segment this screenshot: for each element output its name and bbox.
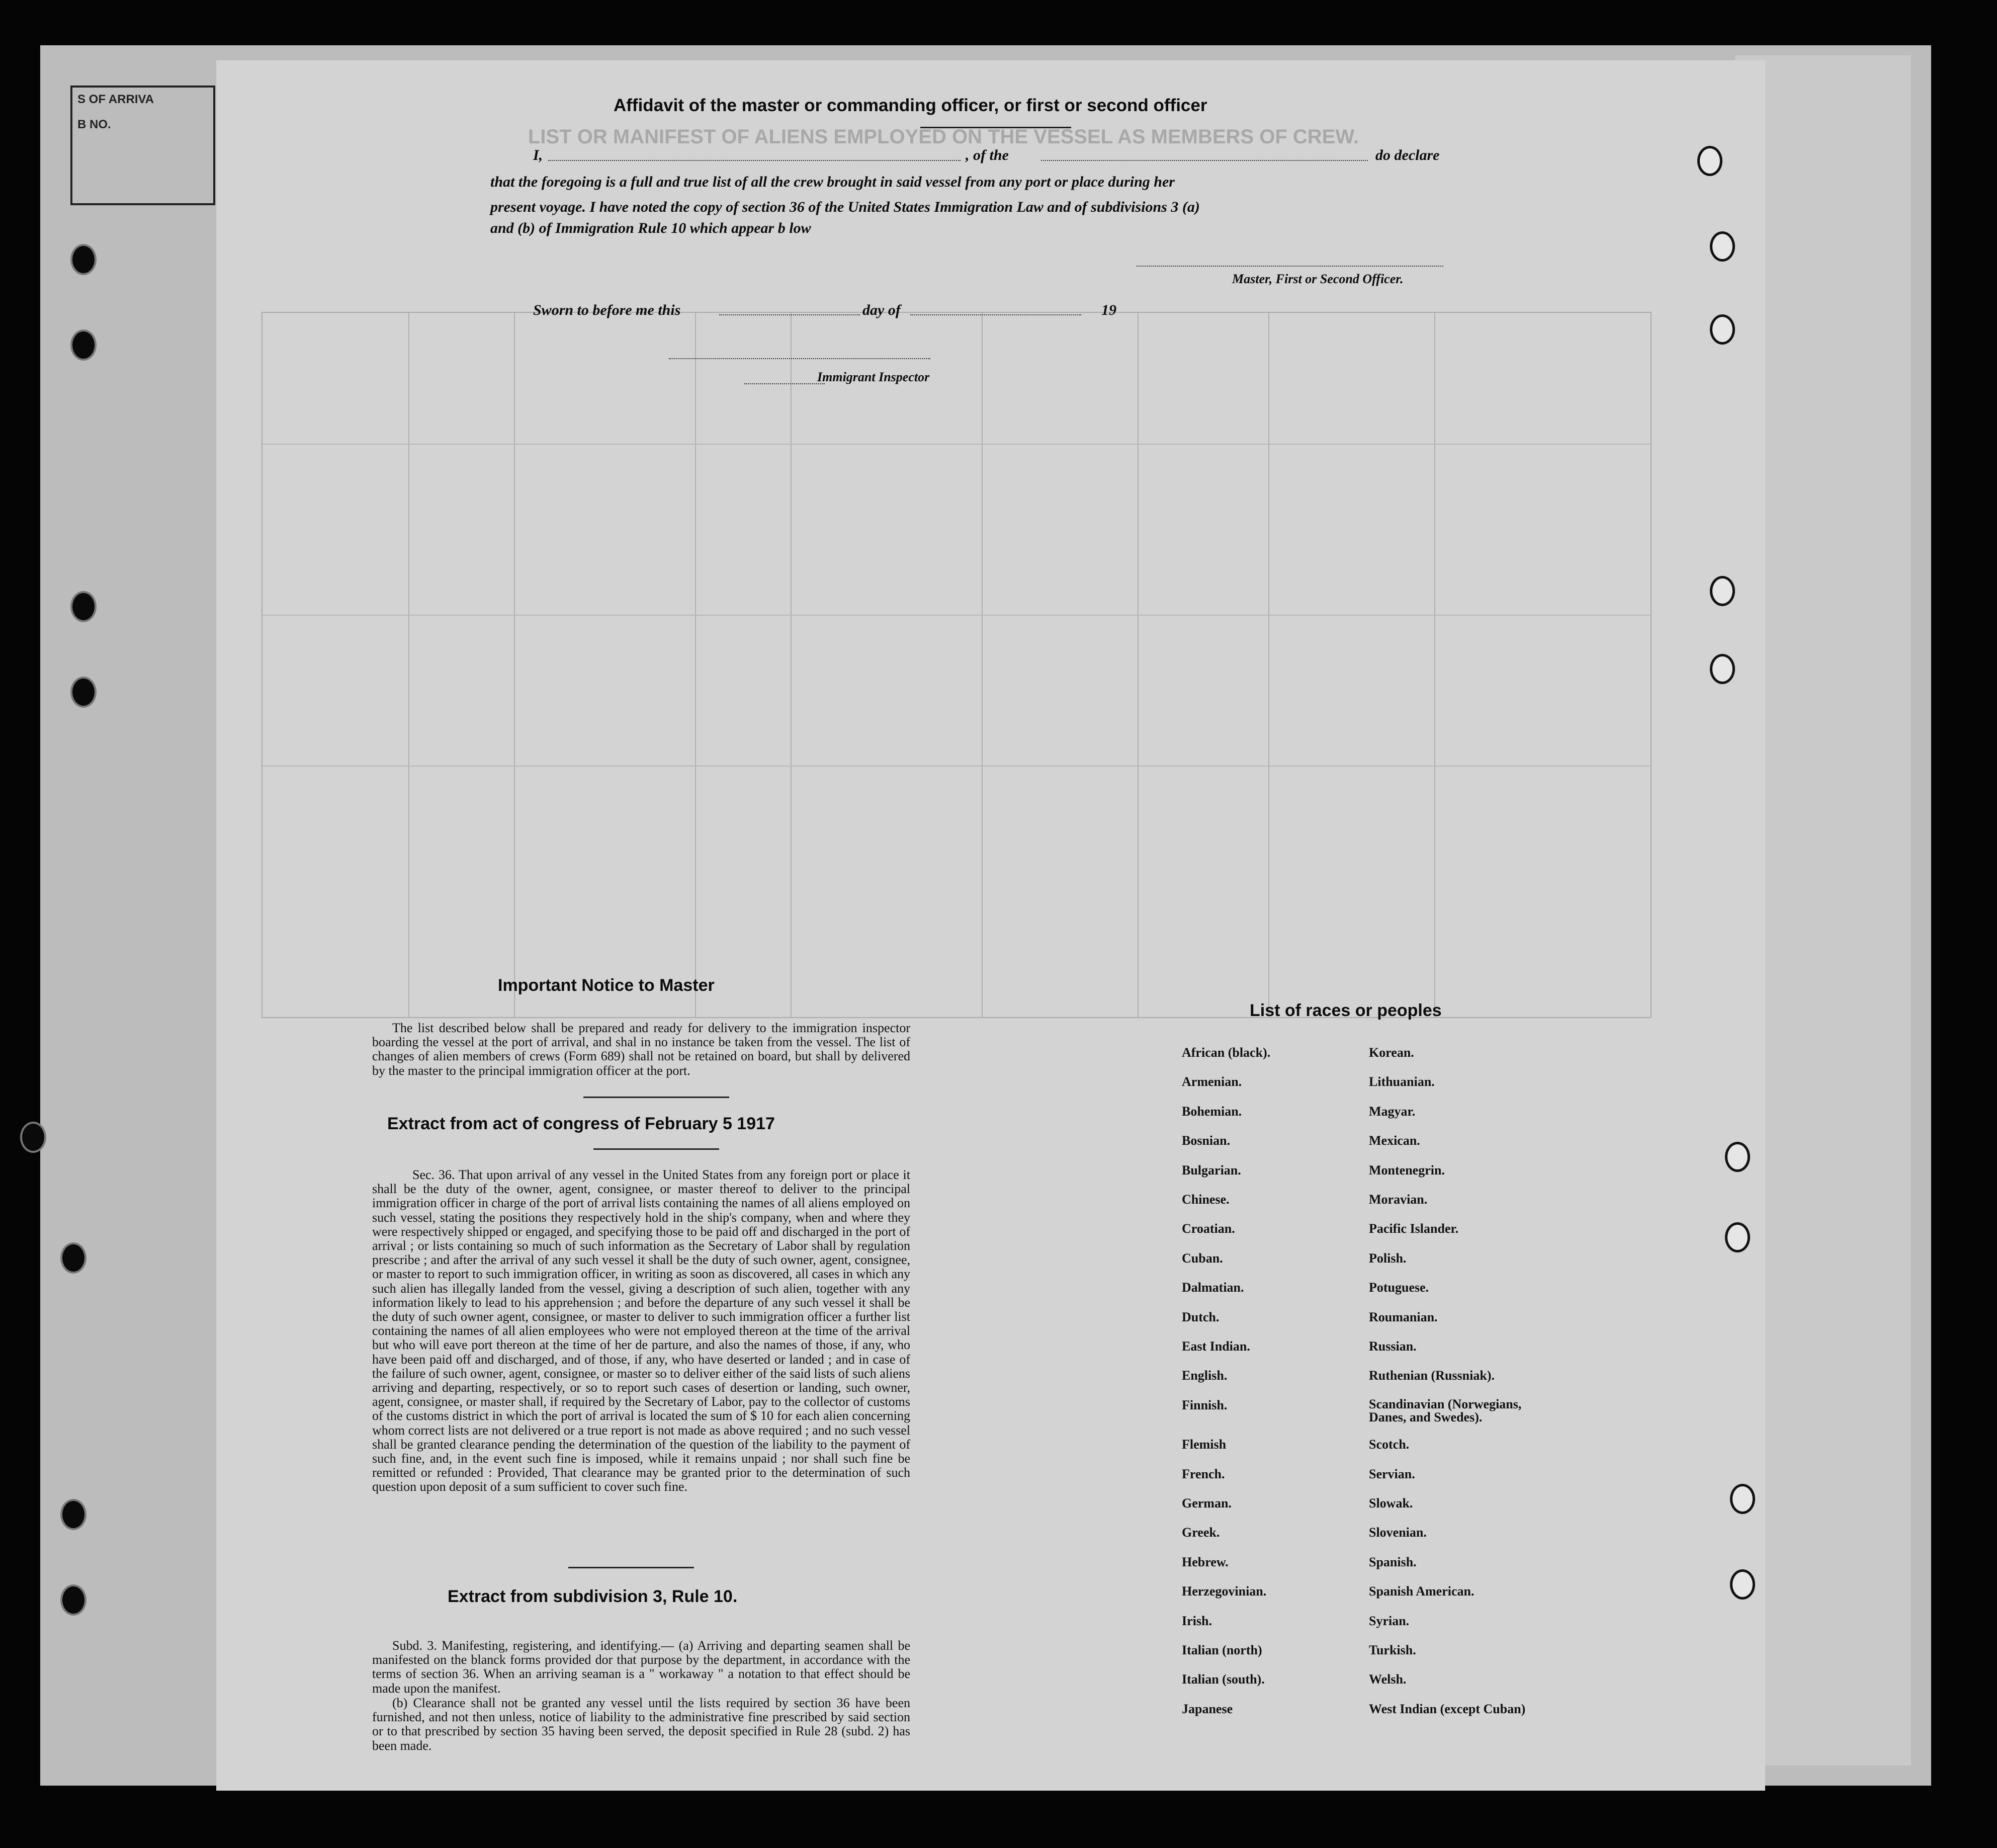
race-entry: Chinese.: [1182, 1192, 1230, 1207]
binder-hole: [1710, 231, 1735, 262]
name-blank: [548, 160, 961, 161]
race-entry: Spanish.: [1369, 1554, 1417, 1569]
race-entry: Bohemian.: [1182, 1104, 1242, 1119]
sworn-day-of: day of: [862, 302, 901, 318]
race-entry: Scandinavian (Norwegians, Danes, and Swedes).: [1369, 1396, 1522, 1424]
stamp-line-2: B NO.: [77, 118, 111, 131]
race-entry: Hebrew.: [1182, 1554, 1229, 1569]
title-underline: [920, 127, 1071, 128]
race-entry: Welsh.: [1369, 1672, 1407, 1687]
race-entry: Bulgarian.: [1182, 1162, 1241, 1178]
race-entry: African (black).: [1182, 1045, 1271, 1060]
sworn-day-blank: [719, 314, 860, 315]
race-entry: Italian (north): [1182, 1643, 1262, 1657]
race-entry: Finnish.: [1182, 1397, 1228, 1412]
race-entry: Slowak.: [1369, 1496, 1413, 1510]
affidavit-line3: present voyage. I have noted the copy of section 36 of the United States Immigration Law and of subdivisions 3 (a): [490, 199, 1200, 215]
race-entry: Moravian.: [1369, 1192, 1428, 1207]
act-text: Sec. 36. That upon arrival of any vessel in the United States from any foreign port or place it shall be the duty of the owner, agent, consignee, or master thereof to deliver to the principal immigration officer in charge of the port of arrival lists containing the names of all aliens employed on such vessel, stating the positions they respectively hold in the ship's company, when and where they were respectively shipped or engaged, and specifying those to be paid off and discharged in the port of arrival ; or lists containing so much of such information as the Secretary of Labor shall by regulation prescribe ; and after the arrival of any such vessel it shall be the duty of such owner, agent, consignee, or master to report to such immigration officer, in writing as soon as discovered, all cases in which any such alien has illegally landed from the vessel, giving a description of such alien, together with any information likely to lead to his apprehension ; and before the departure of any such vessel it shall be the duty of such owner agent, consignee, or master to deliver to such immigration officer a further list containing the names of all alien employees who were not employed thereon at the time of the arrival but who will eave port thereon at the time of her de parture, and also the names of those, if any, who have been paid off and discharged, and of those, if any, who have deserted or landed ; and in case of the failure of such owner, agent, consignee, or master so to deliver either of the said lists of such aliens arriving and departing, respectively, or so to report such cases of desertion or landing, such owner, agent, consignee, or master shall, if required by the Secretary of Labor, pay to the collector of customs of the customs district in which the port of arrival is located the sum of $ 10 for each alien concerning whom correct lists are not delivered or a true report is not made as above required ; and no such vessel shall be granted clearance pending the determination of the question of the liability to the payment of such fine, and, in the event such fine is imposed, while it remains unpaid ; nor shall such fine be remitted or refunded : Provided, That clearance may be granted prior to the determination of such question upon deposit of a sum sufficient to cover such fine.: [372, 1167, 910, 1494]
grid-row: [263, 766, 1651, 767]
race-entry: Mexican.: [1369, 1133, 1420, 1148]
act-title: Extract from act of congress of February 5 1917: [387, 1114, 775, 1133]
race-entry: Scotch.: [1369, 1437, 1410, 1452]
signature-line: [1137, 266, 1443, 267]
race-entry: Russian.: [1369, 1339, 1417, 1354]
grid-col: [1434, 313, 1435, 1017]
grid-row: [263, 444, 1651, 445]
affidavit-line2: that the foregoing is a full and true list of all the crew brought in said vessel from any port or place during her: [490, 174, 1175, 190]
race-entry: Japanese: [1182, 1701, 1233, 1716]
race-entry: Montenegrin.: [1369, 1162, 1445, 1178]
grid-col: [982, 313, 983, 1017]
race-entry: Greek.: [1182, 1525, 1220, 1540]
race-entry: Turkish.: [1369, 1643, 1416, 1657]
binder-hole: [70, 677, 97, 708]
binder-hole: [1710, 654, 1735, 684]
grid-col: [1268, 313, 1269, 1017]
sworn-month-blank: [910, 314, 1081, 315]
affidavit-line1-b: , of the: [966, 147, 1009, 163]
race-entry: German.: [1182, 1496, 1232, 1510]
race-entry: Croatian.: [1182, 1221, 1235, 1236]
race-entry: Flemish: [1182, 1437, 1227, 1452]
race-entry: Potuguese.: [1369, 1280, 1429, 1295]
race-entry: Roumanian.: [1369, 1309, 1438, 1324]
binder-hole: [1710, 314, 1735, 345]
affidavit-line1-a: I,: [533, 147, 543, 163]
notice-title: Important Notice to Master: [498, 976, 715, 995]
binder-hole: [20, 1122, 46, 1153]
race-entry: Lithuanian.: [1369, 1074, 1435, 1089]
race-entry: Pacific Islander.: [1369, 1221, 1459, 1236]
race-entry: Polish.: [1369, 1250, 1407, 1266]
race-entry: Dalmatian.: [1182, 1280, 1244, 1295]
binder-hole: [1725, 1142, 1750, 1172]
faded-manifest-grid: [262, 312, 1652, 1018]
grid-col: [514, 313, 515, 1017]
race-entry: Herzegovinian.: [1182, 1584, 1267, 1599]
notice-rule: [583, 1097, 729, 1098]
rule-text-b: (b) Clearance shall not be granted any vessel until the lists required by section 36 have been furnished, and not then unless, notice of liability to the administrative fine prescribed by said section or to that prescribed by section 35 having been served, the deposit specified in Rule 28 (subd. 2) has been made.: [372, 1696, 910, 1753]
binder-hole: [70, 329, 97, 361]
stamp-line-1: S OF ARRIVA: [77, 93, 154, 106]
race-entry: French.: [1182, 1466, 1225, 1481]
arrival-stamp: [70, 86, 215, 205]
race-entry: Magyar.: [1369, 1104, 1416, 1119]
race-entry: West Indian (except Cuban): [1369, 1701, 1526, 1716]
binder-hole: [1725, 1222, 1750, 1252]
race-entry: Ruthenian (Russniak).: [1369, 1368, 1495, 1383]
rule-title: Extract from subdivision 3, Rule 10.: [448, 1587, 738, 1606]
race-entry: Cuban.: [1182, 1250, 1223, 1266]
sworn-text: Sworn to before me this: [533, 302, 681, 318]
act-rule: [593, 1148, 719, 1150]
race-entry: Dutch.: [1182, 1309, 1220, 1324]
affidavit-line4: and (b) of Immigration Rule 10 which appear b low: [490, 220, 811, 236]
race-entry: Irish.: [1182, 1613, 1212, 1628]
sworn-year: 19: [1101, 302, 1116, 318]
signature-label: Master, First or Second Officer.: [1232, 272, 1404, 286]
race-entry: East Indian.: [1182, 1339, 1250, 1354]
binder-hole: [70, 244, 97, 275]
background-manifest-heading: LIST OR MANIFEST OF ALIENS EMPLOYED ON THE VESSEL AS MEMBERS OF CREW.: [528, 126, 1359, 148]
race-entry: Italian (south).: [1182, 1672, 1265, 1687]
binder-hole: [60, 1499, 86, 1530]
grid-row: [263, 615, 1651, 616]
inspector-label: Immigrant Inspector: [817, 370, 930, 384]
grid-col: [695, 313, 696, 1017]
binder-hole: [70, 591, 97, 622]
race-entry: Slovenian.: [1369, 1525, 1427, 1540]
race-entry: Servian.: [1369, 1466, 1415, 1481]
grid-col: [791, 313, 792, 1017]
race-entry: Armenian.: [1182, 1074, 1242, 1089]
binder-hole: [1730, 1569, 1755, 1600]
act-end-rule: [568, 1567, 694, 1568]
affidavit-title: Affidavit of the master or commanding officer, or first or second officer: [614, 96, 1207, 115]
grid-col: [408, 313, 409, 1017]
inspector-line-2: [744, 383, 825, 384]
binder-hole: [60, 1242, 86, 1274]
race-entry: Syrian.: [1369, 1613, 1410, 1628]
race-entry: Spanish American.: [1369, 1584, 1474, 1599]
binder-hole: [1730, 1484, 1755, 1514]
notice-text: The list described below shall be prepared and ready for delivery to the immigration inspector boarding the vessel at the port of arrival, and shal in no instance be taken from the vessel. The list of changes of alien members of crews (Form 689) shall not be retained on board, but shall by delivered by the master to the principal immigration officer at the port.: [372, 1021, 910, 1078]
grid-col: [1138, 313, 1139, 1017]
binder-hole: [1697, 146, 1722, 176]
vessel-blank: [1041, 160, 1368, 161]
inspector-line: [669, 358, 930, 359]
race-entry: English.: [1182, 1368, 1228, 1383]
binder-hole: [60, 1584, 86, 1616]
rule-text-a: Subd. 3. Manifesting, registering, and identifying.— (a) Arriving and departing seamen shall be manifested on the blanck forms provided dor that purpose by the department, in accordance with the terms of section 36. When an arriving seaman is a " workaway " a notation to that effect should be made upon the manifest.: [372, 1638, 910, 1696]
binder-hole: [1710, 576, 1735, 606]
race-entry: Bosnian.: [1182, 1133, 1231, 1148]
race-entry: Korean.: [1369, 1045, 1414, 1060]
races-title: List of races or peoples: [1250, 1001, 1442, 1020]
affidavit-line1-c: do declare: [1375, 147, 1440, 163]
